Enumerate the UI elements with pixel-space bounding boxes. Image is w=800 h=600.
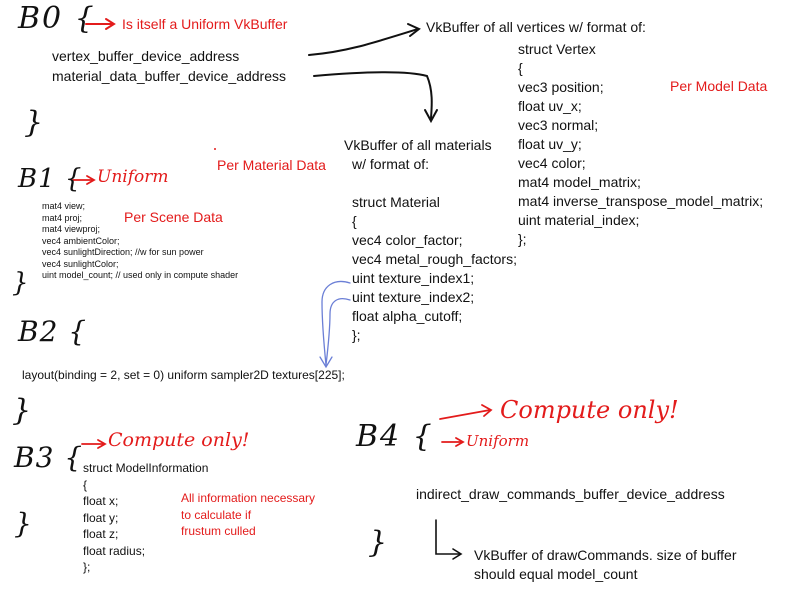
vertex-line: { (518, 60, 523, 76)
b1-scene-note: Per Scene Data (124, 209, 223, 225)
arrow-b3-compute (82, 440, 105, 448)
vertex-line: vec3 normal; (518, 117, 599, 133)
arrow-draw-commands (436, 520, 461, 559)
vertex-line: float uv_x; (518, 98, 582, 114)
b1-close-brace: } (12, 268, 29, 298)
b0-field-material: material_data_buffer_device_address (52, 68, 287, 84)
b4-compute-note: Compute only! (500, 396, 679, 424)
material-line: vec4 color_factor; (352, 232, 463, 248)
b3-close-brace: } (14, 507, 32, 540)
vertex-line: uint material_index; (518, 212, 640, 228)
b2-close-brace: } (12, 393, 32, 428)
b4-description (474, 546, 737, 584)
b3-line: float radius; (83, 543, 146, 558)
material-line: float alpha_cutoff; (352, 308, 463, 324)
b3-side-note (181, 490, 315, 540)
b4-uniform-note: Uniform (466, 432, 530, 450)
b1-line: vec4 ambientColor; (42, 235, 120, 246)
b4-field: indirect_draw_commands_buffer_device_address (416, 486, 725, 502)
b1-line: mat4 viewproj; (42, 224, 101, 234)
b1-fields (42, 201, 238, 282)
material-line: uint texture_index1; (352, 270, 475, 286)
vertex-line: mat4 inverse_transpose_model_matrix; (518, 193, 764, 209)
b3-side-note-line: to calculate if (181, 507, 252, 522)
vertex-line: }; (518, 231, 527, 247)
b1-line: vec4 sunlightColor; (42, 258, 119, 269)
b3-compute-note: Compute only! (108, 429, 250, 451)
b0-label: B0 { (18, 1, 96, 36)
b3-label: B3 { (14, 441, 84, 474)
vertex-line: mat4 model_matrix; (518, 174, 641, 190)
b3-line: }; (83, 560, 91, 574)
b1-line: vec4 sunlightDirection; //w for sun power (42, 247, 204, 257)
b3-side-note-line: All information necessary (181, 491, 316, 505)
b0-note: Is itself a Uniform VkBuffer (122, 16, 288, 32)
arrow-b4-compute (440, 405, 491, 419)
material-line: { (352, 213, 357, 229)
b3-side-note-line: frustum culled (181, 524, 256, 538)
vertex-line: vec4 color; (518, 155, 586, 171)
b3-line: float z; (83, 527, 119, 541)
b1-line: mat4 view; (42, 201, 86, 211)
material-heading-line: VkBuffer of all materials (344, 137, 492, 153)
b1-label: B1 { (18, 164, 83, 194)
b4-close-brace: } (368, 525, 388, 560)
vertex-line: float uv_y; (518, 136, 582, 152)
b1-uniform-note: Uniform (97, 167, 169, 187)
b3-line: float x; (83, 494, 119, 508)
b4-label: B4 { (356, 419, 434, 454)
vertex-buffer-heading: VkBuffer of all vertices w/ format of: (426, 19, 646, 35)
material-note: Per Material Data (217, 157, 326, 173)
vertex-line: vec3 position; (518, 79, 604, 95)
material-buffer-heading (344, 136, 492, 174)
material-line: uint texture_index2; (352, 289, 475, 305)
material-line: struct Material (352, 194, 440, 210)
arrow-material-buffer (314, 72, 437, 121)
b3-line: { (83, 477, 88, 492)
vertex-line: struct Vertex (518, 41, 596, 57)
red-dot (214, 148, 216, 150)
blue-texture-link (320, 282, 350, 367)
b4-desc-line: should equal model_count (474, 566, 638, 582)
arrow-b4-uniform (442, 438, 463, 446)
b3-line: float y; (83, 510, 119, 525)
b1-line: uint model_count; // used only in compute shader (42, 270, 239, 280)
b1-line: mat4 proj; (42, 212, 83, 223)
material-line: vec4 metal_rough_factors; (352, 251, 517, 267)
vertex-struct (518, 40, 763, 249)
b0-close-brace: } (24, 105, 44, 140)
material-struct (352, 193, 517, 345)
b2-textures-line: layout(binding = 2, set = 0) uniform sampler2D textures[225]; (22, 368, 345, 382)
arrow-vertex-buffer (309, 24, 419, 55)
b3-line: struct ModelInformation (83, 461, 209, 475)
vertex-note: Per Model Data (670, 78, 768, 94)
material-heading-line: w/ format of: (352, 156, 430, 172)
b4-desc-line: VkBuffer of drawCommands. size of buffer (474, 547, 737, 563)
material-line: }; (352, 327, 361, 343)
b0-field-vertex: vertex_buffer_device_address (52, 48, 240, 64)
b2-label: B2 { (18, 315, 88, 348)
